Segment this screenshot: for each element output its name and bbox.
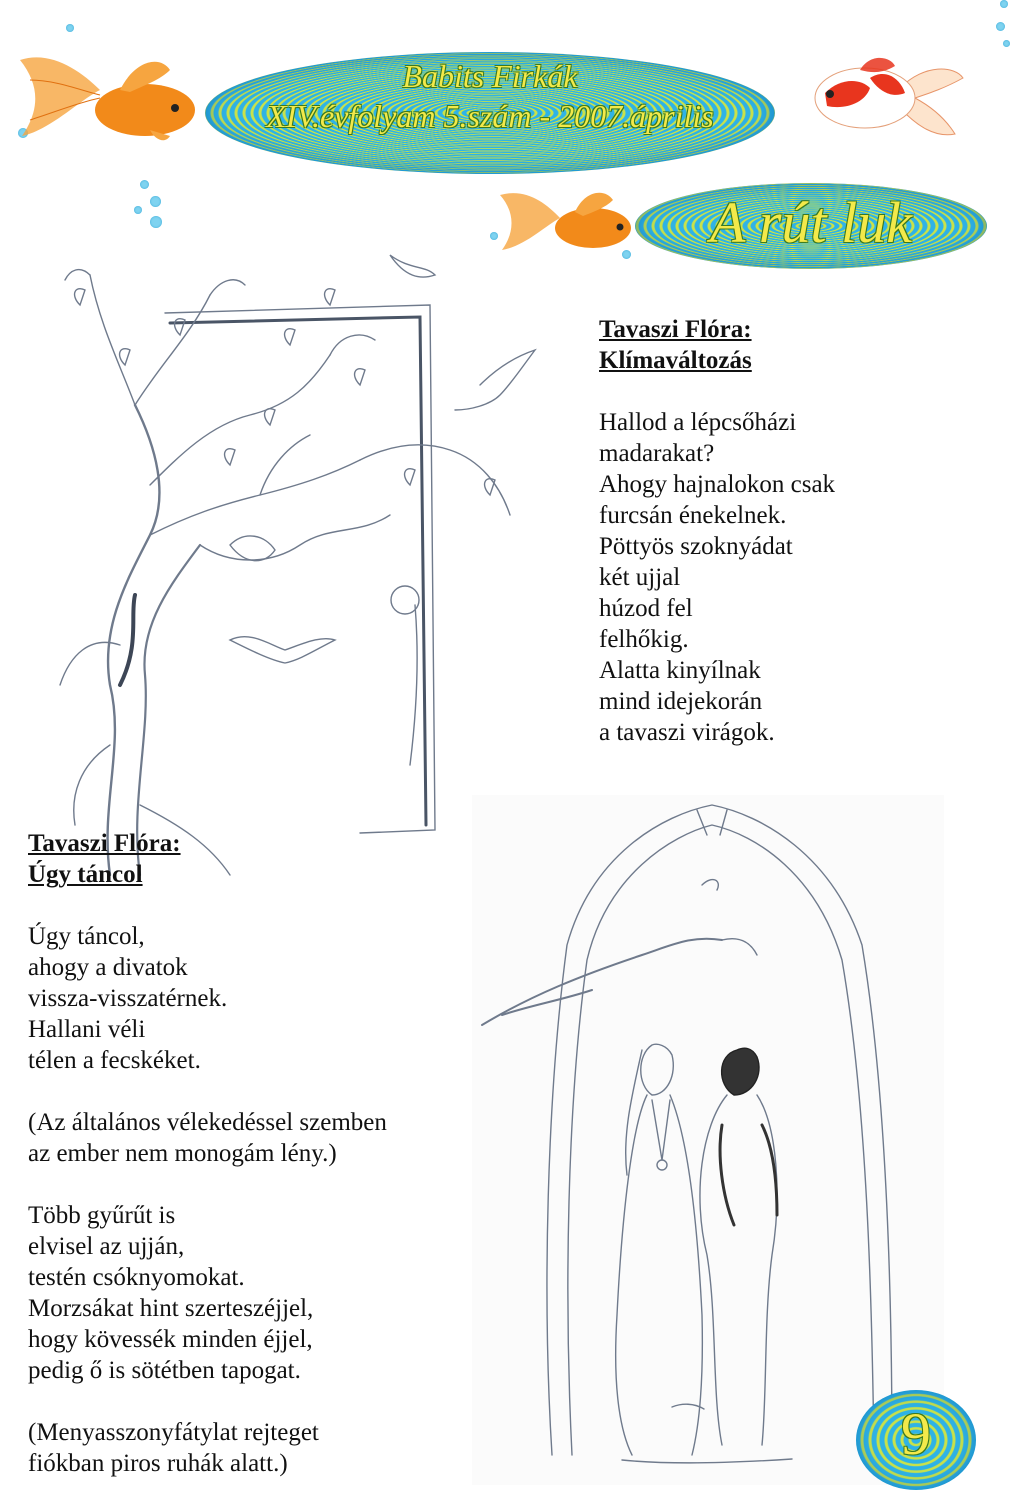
poem-line: Alatta kinyílnak <box>599 657 761 684</box>
poem-climate-change <box>599 314 835 748</box>
page-number: 9 <box>901 1401 931 1467</box>
poem-line: az ember nem monogám lény.) <box>28 1140 337 1167</box>
poem-stanza <box>28 1200 387 1386</box>
poem-line: Pöttyös szoknyádat <box>599 533 793 560</box>
poem-line: ahogy a divatok <box>28 954 188 981</box>
bubble <box>1003 40 1010 47</box>
magazine-title: Babits Firkák <box>402 58 578 94</box>
poem-title-author: Tavaszi Flóra: <box>28 830 181 857</box>
poem-line: a tavaszi virágok. <box>599 719 775 746</box>
poem-line: (Az általános vélekedéssel szemben <box>28 1109 387 1136</box>
goldfish-icon <box>805 48 965 148</box>
poem-title-author: Tavaszi Flóra: <box>599 316 752 343</box>
poem-line: Úgy táncol, <box>28 923 145 950</box>
poem-she-dances <box>28 828 387 1479</box>
poem-line: vissza-visszatérnek. <box>28 985 228 1012</box>
poem-line: Ahogy hajnalokon csak <box>599 471 836 498</box>
bubble <box>134 206 142 214</box>
bubble <box>996 22 1005 31</box>
goldfish-icon <box>10 40 195 150</box>
poem-line: hogy kövessék minden éjjel, <box>28 1326 313 1353</box>
poem-line: Hallani véli <box>28 1016 146 1043</box>
poem-line: húzod fel <box>599 595 693 622</box>
poem-line: (Menyasszonyfátylat rejteget <box>28 1419 319 1446</box>
poem-title: Úgy táncol <box>28 861 143 888</box>
poem-stanza <box>28 1107 387 1169</box>
poem-line: két ujjal <box>599 564 681 591</box>
poem-line: pedig ő is sötétben tapogat. <box>28 1357 301 1384</box>
bubble <box>140 180 149 189</box>
poem-stanza <box>28 1417 387 1479</box>
section-title: A rút luk <box>710 190 912 255</box>
bubble <box>66 24 74 32</box>
poem-line: télen a fecskéket. <box>28 1047 201 1074</box>
header-banner <box>205 52 775 174</box>
poem-line: testén csóknyomokat. <box>28 1264 245 1291</box>
poem-line: Morzsákat hint szerteszéjjel, <box>28 1295 314 1322</box>
poem-line: madarakat? <box>599 440 715 467</box>
poem-line: elvisel az ujján, <box>28 1233 185 1260</box>
poem-line: felhőkig. <box>599 626 689 653</box>
poem-stanza <box>599 407 835 748</box>
poem-line: mind idejekorán <box>599 688 763 715</box>
couple-sketch-illustration <box>472 795 944 1485</box>
poem-line: fiókban piros ruhák alatt.) <box>28 1450 288 1477</box>
page-number-badge <box>856 1390 976 1490</box>
bubble <box>150 216 162 228</box>
poem-stanza <box>28 921 387 1076</box>
poem-line: Hallod a lépcsőházi <box>599 409 797 436</box>
tree-sketch-illustration <box>30 245 530 885</box>
poem-line: Több gyűrűt is <box>28 1202 176 1229</box>
bubble <box>150 196 161 207</box>
poem-title: Klímaváltozás <box>599 347 752 374</box>
bubble <box>1000 0 1008 8</box>
section-banner <box>635 183 987 269</box>
poem-line: furcsán énekelnek. <box>599 502 787 529</box>
issue-info: XIV.évfolyam 5.szám - 2007.április <box>266 98 714 134</box>
